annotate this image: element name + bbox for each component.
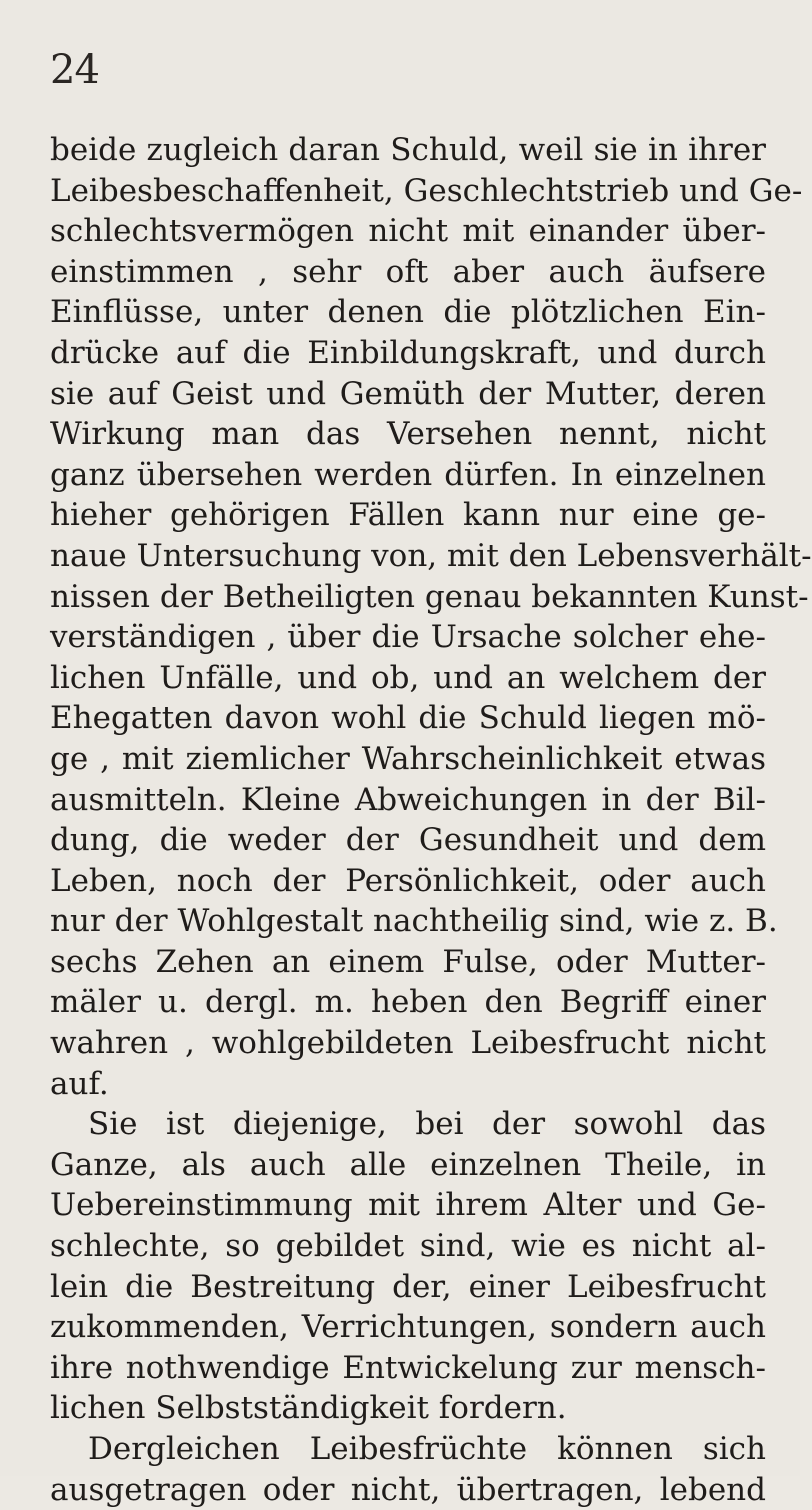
text-line: Wirkung man das Versehen nennt, nicht bbox=[50, 416, 766, 453]
paragraph-start-line: Sie ist diejenige, bei der sowohl das bbox=[88, 1106, 766, 1143]
text-line: dung, die weder der Gesundheit und dem bbox=[50, 822, 766, 859]
text-line: sie auf Geist und Gemüth der Mutter, deren bbox=[50, 375, 766, 412]
page-number: 24 bbox=[50, 47, 99, 93]
text-line: naue Untersuchung von, mit den Lebensverhält- bbox=[50, 537, 812, 574]
text-line: Leben, noch der Persönlichkeit, oder auch bbox=[50, 862, 766, 899]
text-line: lein die Bestreitung der, einer Leibesfrucht bbox=[50, 1268, 766, 1305]
text-line: ausmitteln. Kleine Abweichungen in der Bil- bbox=[50, 781, 766, 818]
text-line: mäler u. dergl. m. heben den Begriff einer bbox=[50, 984, 766, 1021]
text-line: ge , mit ziemlicher Wahrscheinlichkeit etwas bbox=[50, 740, 766, 777]
text-line: Leibesbeschaffenheit, Geschlechtstrieb und Ge- bbox=[50, 172, 803, 209]
text-line: nur der Wohlgestalt nachtheilig sind, wie z. B. bbox=[50, 903, 778, 940]
text-line: verständigen , über die Ursache solcher ehe- bbox=[50, 619, 766, 656]
text-line: nissen der Betheiligten genau bekannten Kunst- bbox=[50, 578, 809, 615]
text-line: ihre nothwendige Entwickelung zur mensch- bbox=[50, 1349, 766, 1386]
text-line: lichen Unfälle, und ob, und an welchem der bbox=[50, 659, 766, 696]
text-line: ausgetragen oder nicht, übertragen, lebend bbox=[50, 1471, 766, 1508]
text-line: schlechte, so gebildet sind, wie es nicht al- bbox=[50, 1228, 766, 1265]
text-line: beide zugleich daran Schuld, weil sie in ihrer bbox=[50, 132, 766, 168]
text-line: zukommenden, Verrichtungen, sondern auch bbox=[50, 1309, 766, 1346]
text-line: sechs Zehen an einem Fulse, oder Mutter- bbox=[50, 943, 766, 980]
paragraph-start-line: Dergleichen Leibesfrüchte können sich bbox=[88, 1431, 766, 1467]
text-line: schlechtsvermögen nicht mit einander über- bbox=[50, 213, 766, 250]
text-line: hieher gehörigen Fällen kann nur eine ge- bbox=[50, 497, 766, 534]
text-line: wahren , wohlgebildeten Leibesfrucht nicht bbox=[50, 1025, 766, 1062]
text-line: Einflüsse, unter denen die plötzlichen Ein- bbox=[50, 294, 766, 331]
text-line: Ehegatten davon wohl die Schuld liegen mö- bbox=[50, 700, 766, 737]
paragraph-end-line: lichen Selbstständigkeit fordern. bbox=[50, 1390, 567, 1427]
text-line: einstimmen , sehr oft aber auch äufsere bbox=[50, 253, 766, 290]
text-line: Ganze, als auch alle einzelnen Theile, in bbox=[50, 1146, 766, 1183]
paragraph-end-line: auf. bbox=[50, 1065, 109, 1102]
text-line: drücke auf die Einbildungskraft, und durch bbox=[50, 334, 766, 371]
body-text bbox=[50, 130, 812, 1510]
text-line: ganz übersehen werden dürfen. In einzelnen bbox=[50, 456, 766, 493]
text-line: Uebereinstimmung mit ihrem Alter und Ge- bbox=[50, 1187, 766, 1224]
